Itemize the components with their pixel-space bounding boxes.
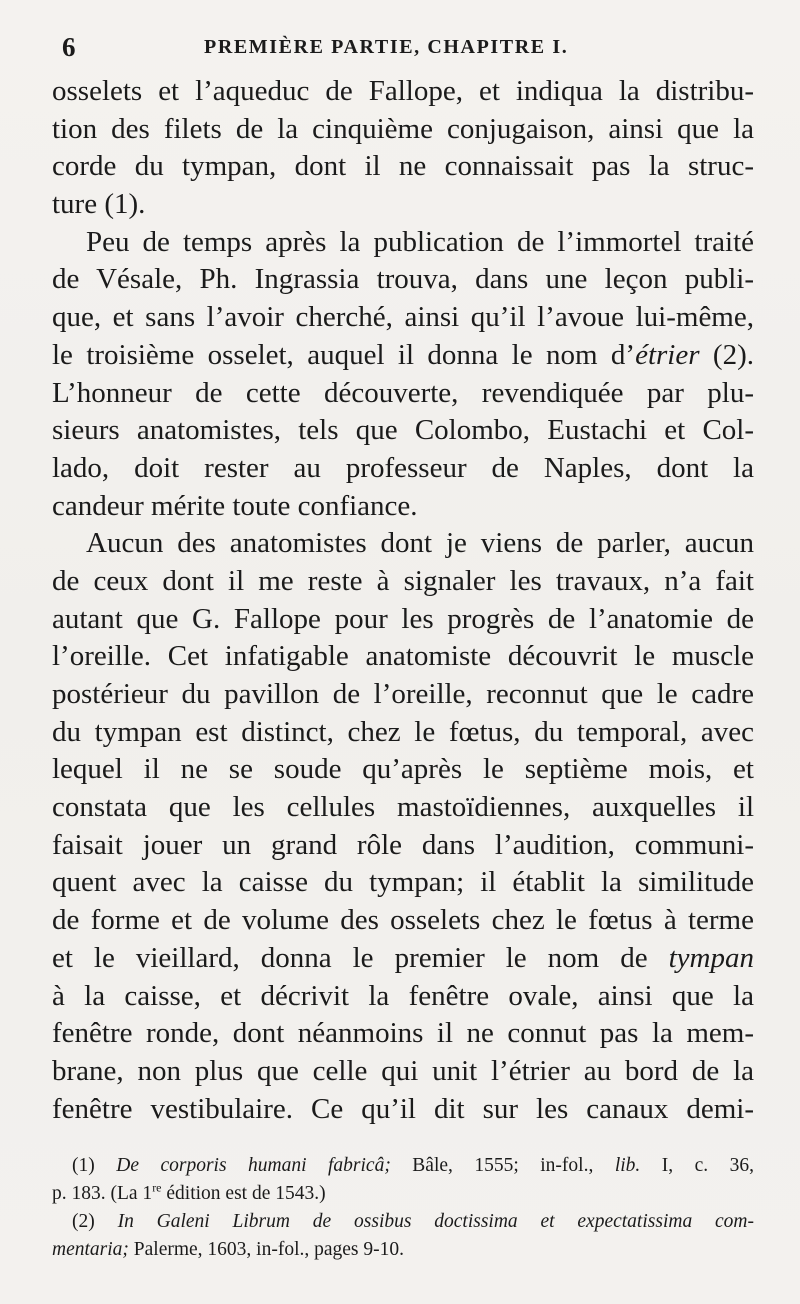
footnotes — [52, 1152, 754, 1264]
text-line: du tympan est distinct, chez le fœtus, du temporal, avec — [52, 715, 754, 748]
footnote-title: De corporis humani fabricâ; — [116, 1155, 391, 1176]
running-title: PREMIÈRE PARTIE, CHAPITRE I. — [204, 36, 569, 58]
text-line: L’honneur de cette découverte, revendiquée par plu- — [52, 376, 754, 409]
footnote-text: p. 183. (La 1 — [52, 1183, 153, 1204]
text-line: ture (1). — [52, 188, 146, 221]
italic-term-etrier: étrier — [635, 338, 700, 371]
text-line: fenêtre vestibulaire. Ce qu’il dit sur les canaux demi- — [52, 1092, 754, 1125]
footnote-text: Bâle, 1555; in-fol., — [390, 1155, 615, 1176]
text-line: autant que G. Fallope pour les progrès de l’anatomie de — [52, 602, 754, 635]
footnote-text: Palerme, 1603, in-fol., pages 9-10. — [128, 1239, 405, 1260]
page-number: 6 — [62, 32, 76, 62]
footnote-text: édition est de 1543.) — [161, 1183, 326, 1204]
text-line — [52, 940, 754, 978]
text-line: candeur mérite toute confiance. — [52, 489, 418, 522]
text-line: fenêtre ronde, dont néanmoins il ne connut pas la mem- — [52, 1017, 754, 1050]
body-text — [52, 73, 754, 1128]
footnote-number: (2) — [72, 1211, 95, 1232]
text-segment: et le vieillard, donna le premier le nom de — [52, 941, 669, 974]
text-line: quent avec la caisse du tympan; il établit la similitude — [52, 866, 754, 899]
text-line: que, et sans l’avoir cherché, ainsi qu’il l’avoue lui-même, — [52, 301, 754, 334]
text-line: tion des filets de la cinquième conjugaison, ainsi que la — [52, 112, 754, 145]
footnote-superscript: re — [152, 1180, 162, 1195]
running-head — [62, 32, 754, 60]
footnote-title-cont: mentaria; — [52, 1239, 129, 1260]
footnote-number: (1) — [72, 1155, 95, 1176]
text-line: Aucun des anatomistes dont je viens de parler, aucun — [86, 527, 754, 560]
text-line: de Vésale, Ph. Ingrassia trouva, dans une leçon publi- — [52, 263, 754, 296]
text-line: lequel il ne se soude qu’après le septième mois, et — [52, 753, 754, 786]
text-line: l’oreille. Cet infatigable anatomiste découvrit le muscle — [52, 640, 754, 673]
footnote-1-line-2 — [52, 1180, 754, 1208]
text-line: à la caisse, et décrivit la fenêtre ovale, ainsi que la — [52, 979, 754, 1012]
footnote-lib: lib. — [614, 1155, 641, 1176]
footnote-1 — [52, 1152, 754, 1180]
footnote-2-line-2 — [52, 1236, 754, 1264]
text-segment: le troisième osselet, auquel il donna le nom d’ — [52, 338, 636, 371]
footnote-text: I, c. 36, — [640, 1155, 754, 1176]
text-line: constata que les cellules mastoïdiennes, auxquelles il — [52, 791, 754, 824]
text-segment: (2). — [699, 338, 754, 371]
text-line: corde du tympan, dont il ne connaissait pas la struc- — [52, 150, 754, 183]
text-line: brane, non plus que celle qui unit l’étrier au bord de la — [52, 1054, 754, 1087]
text-line: de ceux dont il me reste à signaler les travaux, n’a fait — [52, 564, 754, 597]
text-line: faisait jouer un grand rôle dans l’audition, communi- — [52, 828, 754, 861]
text-line: osselets et l’aqueduc de Fallope, et indiqua la distribu- — [52, 75, 754, 107]
text-line — [52, 337, 754, 375]
text-line: lado, doit rester au professeur de Naples, dont la — [52, 451, 754, 484]
italic-term-tympan: tympan — [668, 941, 754, 974]
footnote-2 — [52, 1208, 754, 1236]
footnote-title: In Galeni Librum de ossibus doctissima et expectatissima com- — [117, 1211, 754, 1232]
text-line: de forme et de volume des osselets chez le fœtus à terme — [52, 904, 754, 937]
text-line: sieurs anatomistes, tels que Colombo, Eustachi et Col- — [52, 414, 754, 447]
text-line: Peu de temps après la publication de l’immortel traité — [86, 225, 754, 258]
text-line: postérieur du pavillon de l’oreille, reconnut que le cadre — [52, 678, 754, 710]
